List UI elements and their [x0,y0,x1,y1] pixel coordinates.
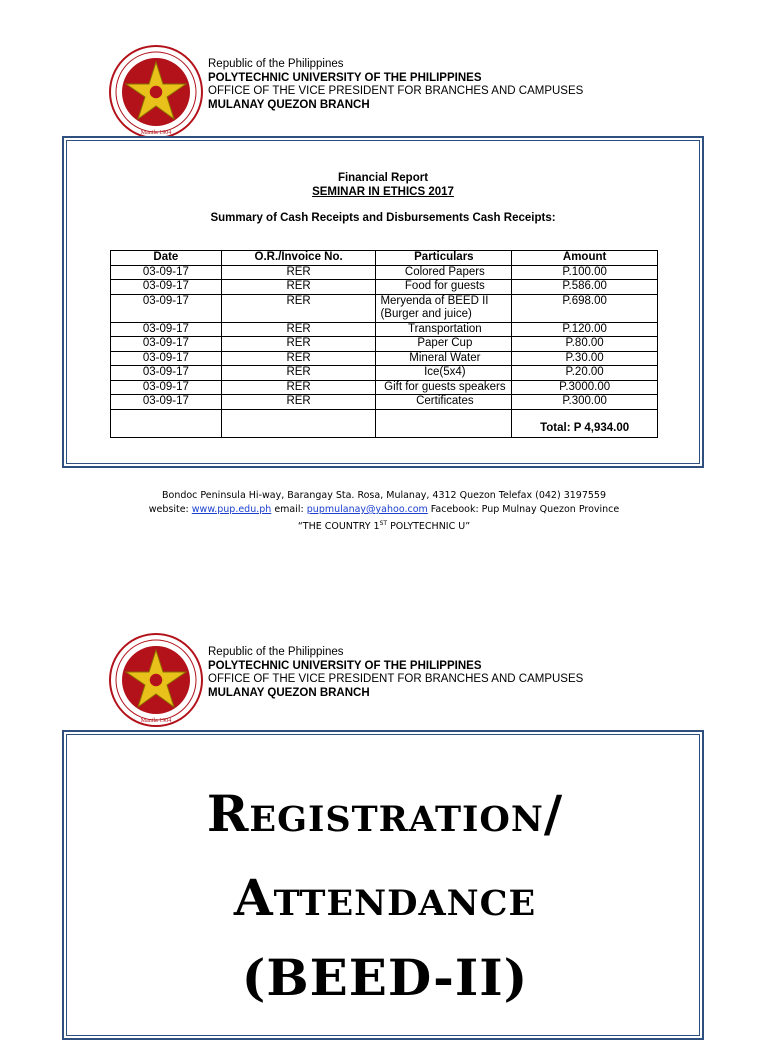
date-cell: 03-09-17 [111,351,222,366]
invoice-cell: RER [221,280,376,295]
invoice-cell: RER [221,265,376,280]
report-subtitle-text: SEMINAR IN ETHICS 2017 [312,186,454,198]
svg-text:Manila 1904: Manila 1904 [140,718,172,724]
amount-cell: P.80.00 [512,337,658,352]
republic-line: Republic of the Philippines [208,646,344,658]
motto-post: POLYTECHNIC U” [387,521,471,533]
invoice-cell: RER [221,294,376,322]
address-line: Bondoc Peninsula Hi-way, Barangay Sta. Rosa, Mulanay, 4312 Quezon Telefax (042) 3197559 [161,490,607,501]
amount-cell: P.300.00 [512,395,658,410]
cover-title-line3: (BEED-II) [241,948,529,1007]
report-summary: Summary of Cash Receipts and Disbursements Cash Receipts: [210,212,556,224]
particulars-cell: Colored Papers [376,265,512,280]
table-row [111,322,658,337]
date-cell: 03-09-17 [111,280,222,295]
date-cell: 03-09-17 [111,380,222,395]
table-row [111,265,658,280]
letterhead-bottom [108,632,708,728]
total-cell: Total: P 4,934.00 [512,409,658,437]
contact-line [0,503,768,517]
particulars-cell [376,294,512,322]
office-line: OFFICE OF THE VICE PRESIDENT FOR BRANCHES AND CAMPUSES [208,673,584,685]
letterhead-text [208,58,583,112]
date-cell: 03-09-17 [111,395,222,410]
contact-footer [0,489,768,534]
particulars-line: Meryenda of BEED II [380,294,489,307]
invoice-cell: RER [221,322,376,337]
empty-cell [111,409,222,437]
empty-cell [221,409,376,437]
motto-sup: ST [379,520,388,527]
svg-text:Manila 1904: Manila 1904 [140,130,172,136]
table-header-row [111,251,658,266]
invoice-cell: RER [221,337,376,352]
particulars-cell: Gift for guests speakers [376,380,512,395]
date-cell: 03-09-17 [111,366,222,381]
university-seal-logo [108,632,204,728]
letterhead-top [108,44,708,140]
university-name: POLYTECHNIC UNIVERSITY OF THE PHILIPPINES [208,659,482,672]
cover-title-line2: Attendance [233,868,537,927]
column-header: O.R./Invoice No. [221,251,376,266]
website-link[interactable]: www.pup.edu.ph [191,504,272,515]
office-line: OFFICE OF THE VICE PRESIDENT FOR BRANCHES AND CAMPUSES [208,85,584,97]
column-header: Date [111,251,222,266]
amount-cell: P.20.00 [512,366,658,381]
cover-frame [62,730,704,1040]
letterhead-text [208,646,583,700]
table-row [111,351,658,366]
motto-line [0,517,768,534]
email-label: email: [271,504,307,515]
email-link[interactable]: pupmulanay@yahoo.com [306,504,428,515]
date-cell: 03-09-17 [111,294,222,322]
table-row [111,294,658,322]
particulars-cell: Mineral Water [376,351,512,366]
amount-cell: P.100.00 [512,265,658,280]
particulars-cell: Paper Cup [376,337,512,352]
particulars-line: (Burger and juice) [380,308,472,320]
empty-cell [376,409,512,437]
facebook-text: Facebook: Pup Mulnay Quezon Province [427,504,620,515]
total-row [111,409,658,437]
date-cell: 03-09-17 [111,322,222,337]
invoice-cell: RER [221,366,376,381]
branch-line: MULANAY QUEZON BRANCH [208,686,370,699]
amount-cell: P.120.00 [512,322,658,337]
website-label: website: [148,504,192,515]
table-row [111,280,658,295]
republic-line: Republic of the Philippines [208,58,344,70]
column-header: Particulars [376,251,512,266]
invoice-cell: RER [221,351,376,366]
report-subtitle [64,186,702,198]
university-seal-logo [108,44,204,140]
university-name: POLYTECHNIC UNIVERSITY OF THE PHILIPPINES [208,71,482,84]
particulars-cell: Certificates [376,395,512,410]
amount-cell: P.30.00 [512,351,658,366]
particulars-cell: Food for guests [376,280,512,295]
invoice-cell: RER [221,395,376,410]
particulars-cell: Transportation [376,322,512,337]
motto-pre: “THE COUNTRY 1 [297,521,380,533]
table-row [111,395,658,410]
column-header: Amount [512,251,658,266]
date-cell: 03-09-17 [111,337,222,352]
financial-report-frame [62,136,704,468]
invoice-cell: RER [221,380,376,395]
cover-title-line1: Registration/ [206,784,564,843]
table-row [111,337,658,352]
financial-table [110,250,658,438]
branch-line: MULANAY QUEZON BRANCH [208,98,370,111]
report-title: Financial Report [337,172,429,184]
amount-cell: P.698.00 [512,294,658,322]
particulars-cell: Ice(5x4) [376,366,512,381]
table-row [111,380,658,395]
date-cell: 03-09-17 [111,265,222,280]
amount-cell: P.3000.00 [512,380,658,395]
table-row [111,366,658,381]
amount-cell: P.586.00 [512,280,658,295]
